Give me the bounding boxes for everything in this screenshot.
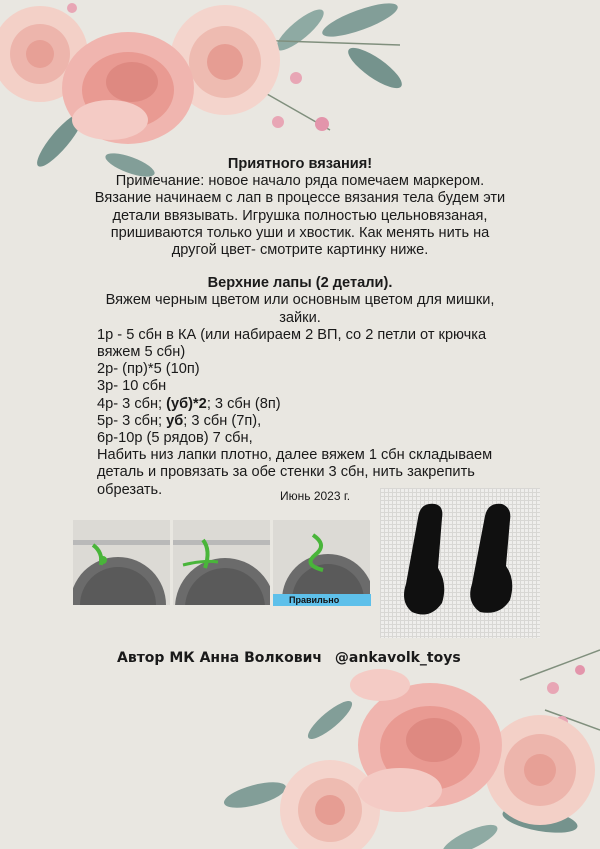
instruction-row: 6р-10р (5 рядов) 7 сбн, xyxy=(97,430,253,447)
instruction-row: 4р- 3 сбн; (уб)*2; 3 сбн (8п) xyxy=(97,395,281,412)
intro-line: другой цвет- смотрите картинку ниже. xyxy=(171,242,429,259)
intro-title: Приятного вязания! xyxy=(227,156,373,172)
instruction-row: 2р- (пр)*5 (10п) xyxy=(97,361,200,378)
rose-decoration-top xyxy=(0,0,600,180)
section-title: Верхние лапы (2 детали). xyxy=(207,275,393,292)
process-photo-3 xyxy=(273,520,370,605)
instruction-row: обрезать. xyxy=(97,481,163,498)
instruction-row: Набить низ лапки плотно, далее вяжем 1 сбн складываем xyxy=(97,447,493,464)
section-subtitle-line: зайки. xyxy=(279,309,321,326)
rose-decoration-bottom xyxy=(0,640,600,849)
correct-badge: Правильно xyxy=(273,594,371,606)
instruction-row: 1р - 5 сбн в КА (или набираем 2 ВП, со 2 петли от крючка xyxy=(97,326,487,343)
section-subtitle-line: Вяжем черным цветом или основным цветом для мишки, xyxy=(105,292,495,309)
intro-line: пришиваются только уши и хвостик. Как менять нить на xyxy=(110,224,490,241)
process-photo-1 xyxy=(73,520,170,605)
process-photo-2 xyxy=(173,520,270,605)
instruction-row: деталь и провязать за обе стенки 3 сбн, нить закрепить xyxy=(97,464,475,481)
instruction-row: 5р- 3 сбн; уб; 3 сбн (7п), xyxy=(97,412,262,429)
intro-line: детали ввязывать. Игрушка полностью цельновязаная, xyxy=(112,207,488,224)
date-label: Июнь 2023 г. xyxy=(280,489,351,503)
instruction-rows xyxy=(0,327,600,499)
intro-line: Примечание: новое начало ряда помечаем маркером. xyxy=(115,173,485,190)
intro-line: Вязание начинаем с лап в процессе вязания тела будем эти xyxy=(94,190,506,207)
paws-photo xyxy=(380,488,540,638)
instruction-row: вяжем 5 сбн) xyxy=(97,344,186,361)
instruction-row: 3р- 10 сбн xyxy=(97,378,167,395)
author-label: Автор МК Анна Волкович xyxy=(117,650,323,666)
author-handle: @ankavolk_toys xyxy=(334,650,461,666)
